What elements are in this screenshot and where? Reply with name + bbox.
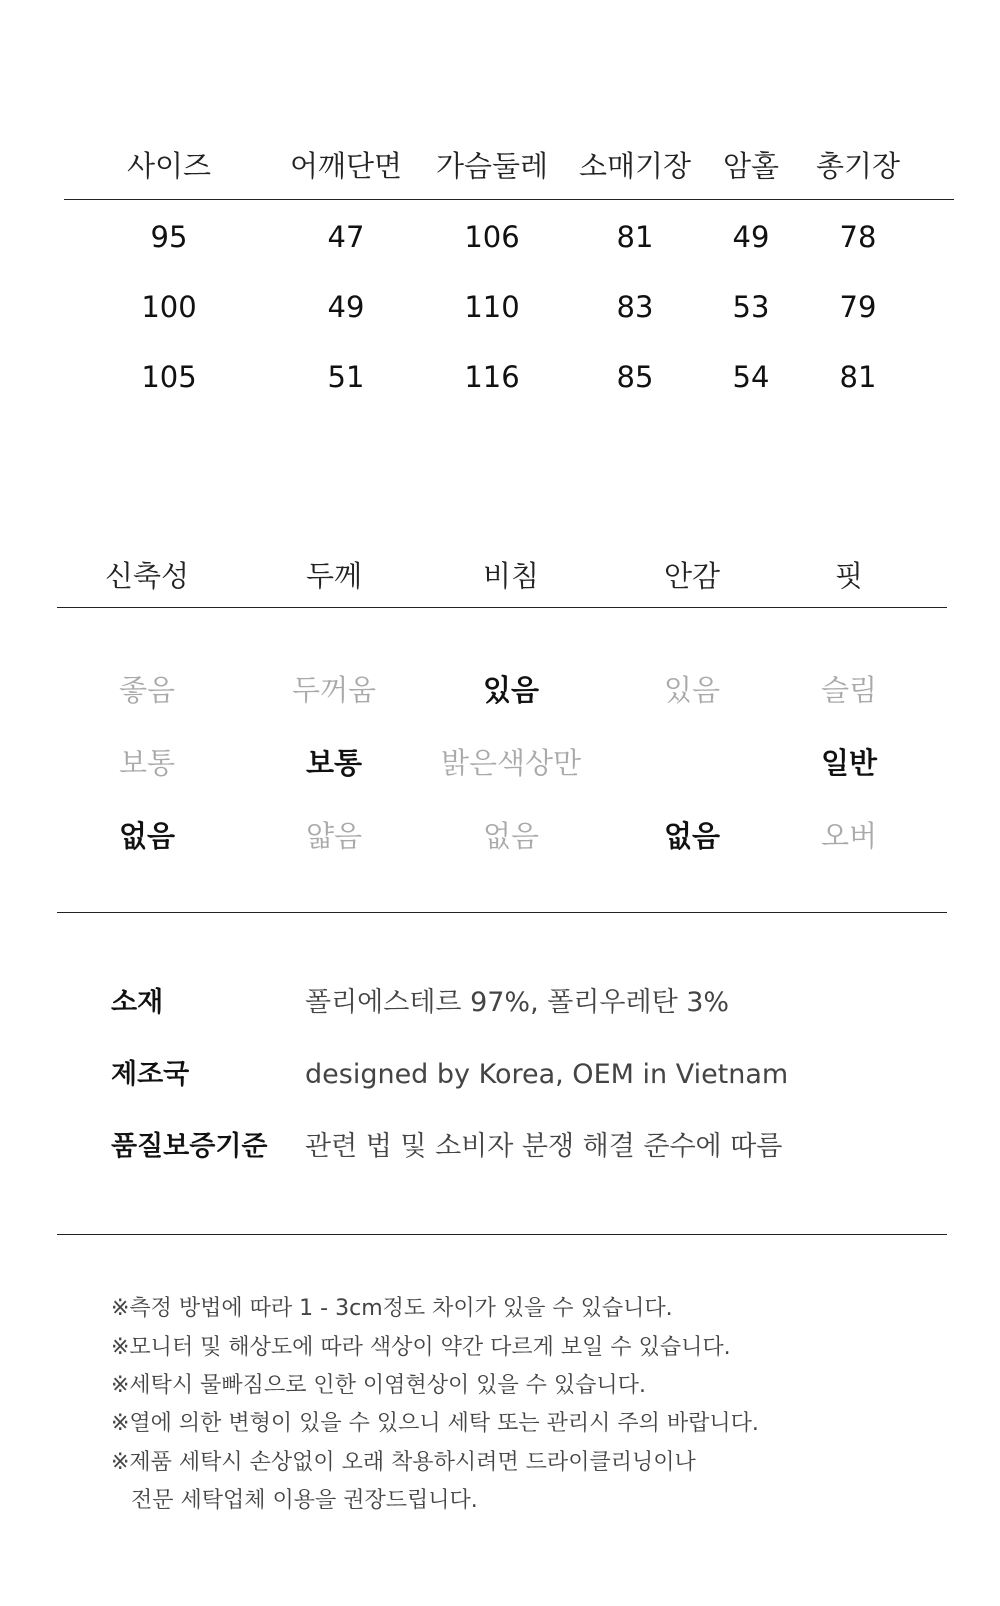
table-cell: 100 (141, 290, 197, 324)
attr-option: 좋음 (118, 673, 176, 707)
attr-option: 밝은색상만 (440, 746, 582, 780)
attr-label-thickness: 두께 (305, 559, 363, 593)
info-value-material: 폴리에스테르 97%, 폴리우레탄 3% (305, 987, 730, 1018)
table-row (64, 217, 954, 257)
table-cell: 79 (839, 290, 877, 324)
attr-option-selected: 없음 (663, 819, 721, 853)
header-shoulder: 어깨단면 (289, 149, 403, 183)
attr-label-fit: 핏 (834, 559, 863, 593)
attribute-divider (57, 607, 947, 608)
table-cell: 105 (141, 360, 197, 394)
info-label-origin: 제조국 (111, 1059, 190, 1090)
table-cell: 78 (839, 220, 877, 254)
table-cell: 85 (616, 360, 654, 394)
attr-option: 보통 (118, 746, 176, 780)
table-cell: 110 (464, 290, 520, 324)
attr-option: 있음 (663, 673, 721, 707)
attr-option-selected: 없음 (118, 819, 176, 853)
attr-option: 오버 (820, 819, 878, 853)
table-cell: 49 (327, 290, 365, 324)
note-line: ※모니터 및 해상도에 따라 색상이 약간 다르게 보일 수 있습니다. (111, 1335, 731, 1360)
header-size: 사이즈 (126, 149, 212, 183)
section-divider (57, 912, 947, 913)
table-cell: 49 (732, 220, 770, 254)
size-table-divider (64, 199, 954, 200)
note-line: ※측정 방법에 따라 1 - 3cm정도 차이가 있을 수 있습니다. (111, 1296, 673, 1321)
note-line: ※열에 의한 변형이 있을 수 있으니 세탁 또는 관리시 주의 바랍니다. (111, 1411, 759, 1436)
table-cell: 47 (327, 220, 365, 254)
table-cell: 106 (464, 220, 520, 254)
attribute-header (57, 556, 947, 596)
info-value-origin: designed by Korea, OEM in Vietnam (305, 1059, 789, 1090)
note-line: ※제품 세탁시 손상없이 오래 착용하시려면 드라이클리닝이나 (111, 1450, 696, 1475)
table-cell: 81 (839, 360, 877, 394)
header-chest: 가슴둘레 (435, 149, 549, 183)
table-cell: 51 (327, 360, 365, 394)
table-cell: 116 (464, 360, 520, 394)
attr-label-lining: 안감 (663, 559, 721, 593)
table-cell: 53 (732, 290, 770, 324)
attr-option: 없음 (482, 819, 540, 853)
header-length: 총기장 (815, 149, 901, 183)
header-armhole: 암홀 (722, 149, 780, 183)
size-table-header (64, 146, 954, 186)
table-row (64, 357, 954, 397)
attr-option: 얇음 (305, 819, 363, 853)
attr-option-selected: 보통 (305, 746, 363, 780)
table-row (64, 287, 954, 327)
info-value-warranty: 관련 법 및 소비자 분쟁 해결 준수에 따름 (305, 1131, 783, 1162)
section-divider (57, 1234, 947, 1235)
attr-label-stretch: 신축성 (104, 559, 190, 593)
attr-option: 두꺼움 (291, 673, 377, 707)
info-label-material: 소재 (111, 987, 164, 1018)
note-line: ※세탁시 물빠짐으로 인한 이염현상이 있을 수 있습니다. (111, 1373, 646, 1398)
attr-option-selected: 있음 (482, 673, 540, 707)
header-sleeve: 소매기장 (578, 149, 692, 183)
table-cell: 81 (616, 220, 654, 254)
table-cell: 95 (150, 220, 188, 254)
table-cell: 54 (732, 360, 770, 394)
attr-option: 슬림 (820, 673, 878, 707)
attr-label-sheerness: 비침 (482, 559, 540, 593)
attr-option-selected: 일반 (820, 746, 878, 780)
info-label-warranty: 품질보증기준 (111, 1131, 268, 1162)
note-line: 전문 세탁업체 이용을 권장드립니다. (131, 1488, 478, 1513)
table-cell: 83 (616, 290, 654, 324)
